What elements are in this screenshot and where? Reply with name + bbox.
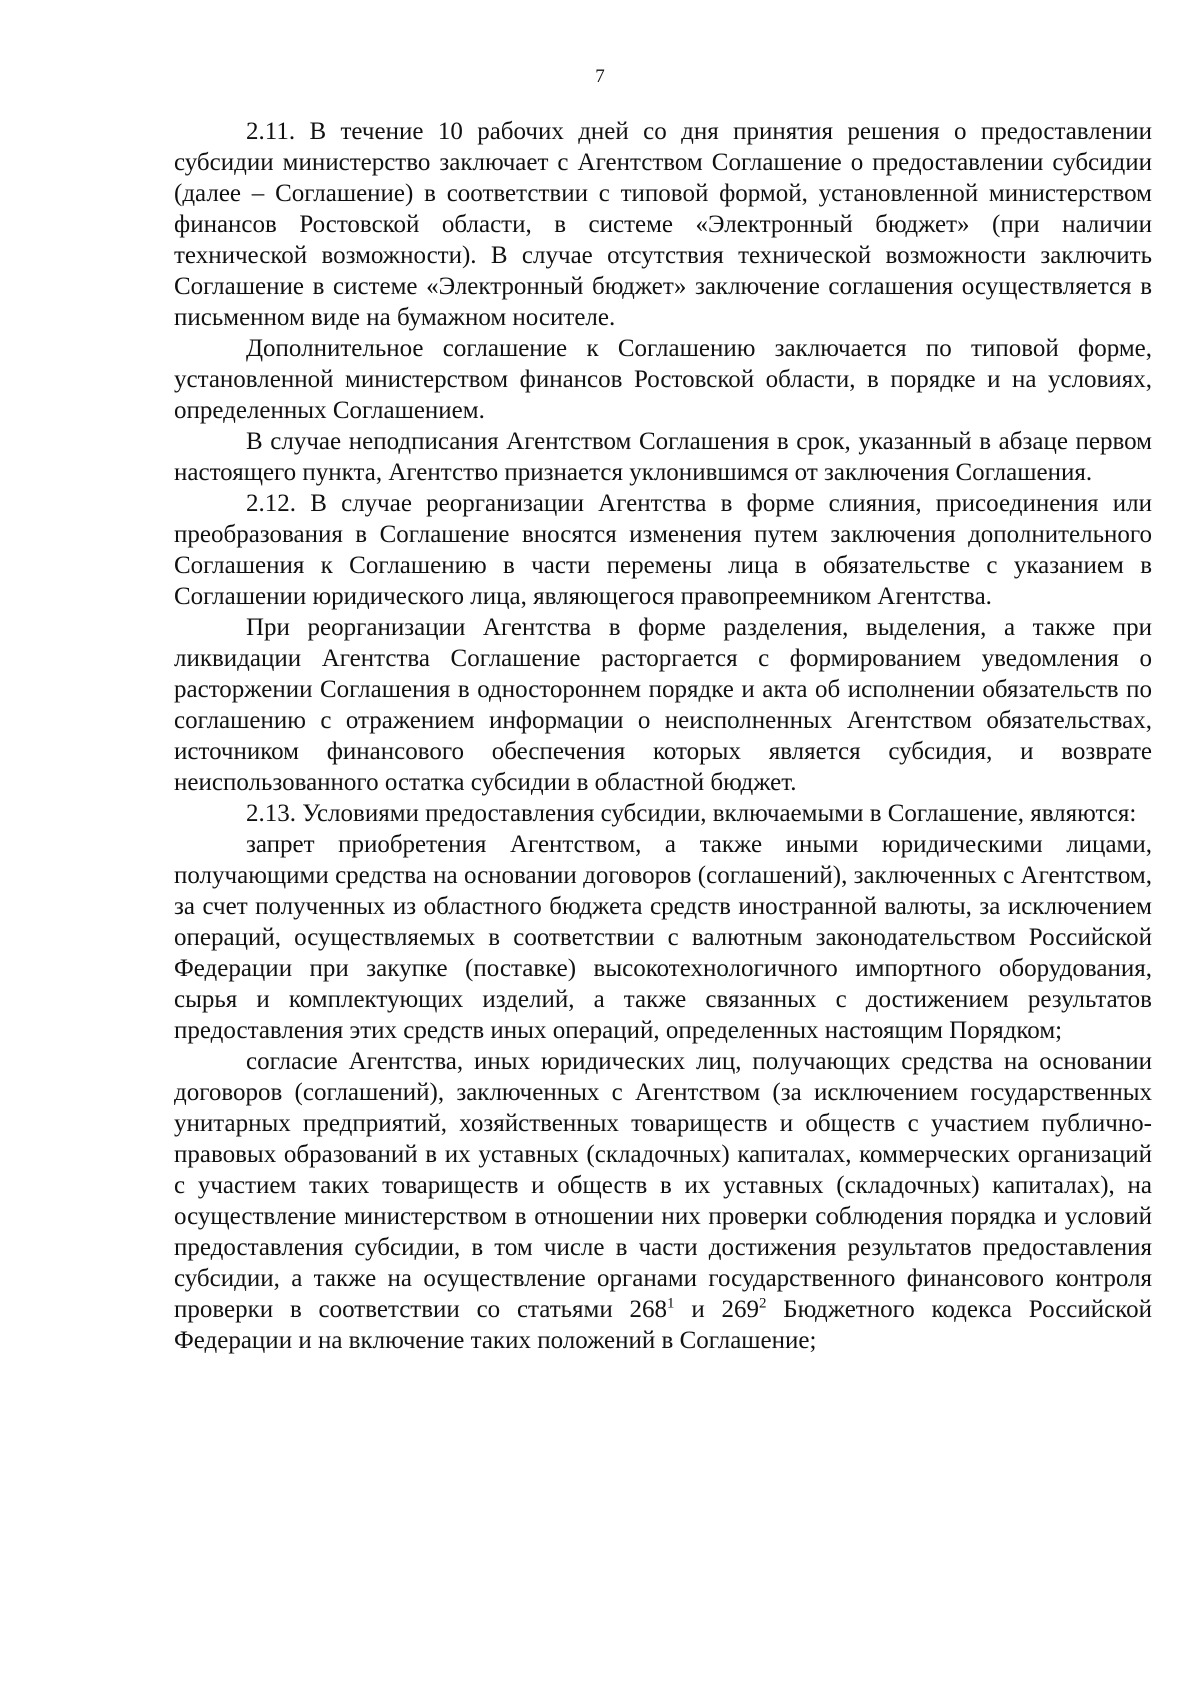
paragraph-reorganization-liquidation: При реорганизации Агентства в форме разделения, выделения, а также при ликвидации Агентства Соглашение расторгается с формированием уведомления о расторжении Соглашения в одностороннем порядке и акта об исполнении обязательств по соглашению с отражением информации о неисполненных Агентством обязательствах, источником финансового обеспечения которых является субсидия, и возврате неиспользованного остатка субсидии в областной бюджет. [174, 614, 1152, 796]
paragraph-currency-prohibition: запрет приобретения Агентством, а также иными юридическими лицами, получающими средства на основании договоров (соглашений), заключенных с Агентством, за счет полученных из областного бюджета средств иностранной валюты, за исключением операций, осуществляемых в соответствии с валютным законодательством Российской Федерации при закупке (поставке) высокотехнологичного импортного оборудования, сырья и комплектующих изделий, а также связанных с достижением результатов предоставления этих средств иных операций, определенных настоящим Порядком; [174, 831, 1152, 1044]
consent-text-part-2: и 269 [674, 1296, 759, 1323]
article-268-superscript: 1 [667, 1295, 675, 1312]
paragraph-2-13: 2.13. Условиями предоставления субсидии, включаемыми в Соглашение, являются: [246, 800, 1137, 827]
document-body [174, 116, 1152, 1356]
consent-text-part-3: Бюджетного кодекса Российской Федерации и на включение таких положений в Соглашение; [174, 1296, 1153, 1354]
article-269-superscript: 2 [759, 1295, 767, 1312]
page-number: 7 [595, 66, 605, 87]
consent-text-part-1: согласие Агентства, иных юридических лиц, получающих средства на основании договоров (соглашений), заключенных с Агентством (за исключением государственных унитарных предприятий, хозяйственных товариществ и обществ с участием публично-правовых образований в их уставных (складочных) капиталах, коммерческих организаций с участием таких товариществ и обществ в их уставных (складочных) капиталах), на осуществление министерством в отношении них проверки соблюдения порядка и условий предоставления субсидии, в том числе в части достижения результатов предоставления субсидии, а также на осуществление органами государственного финансового контроля проверки в соответствии со статьями 268 [174, 1048, 1152, 1323]
paragraph-audit-consent [174, 1046, 1152, 1356]
paragraph-2-11: 2.11. В течение 10 рабочих дней со дня принятия решения о предоставлении субсидии министерство заключает с Агентством Соглашение о предоставлении субсидии (далее – Соглашение) в соответствии с типовой формой, установленной министерством финансов Ростовской области, в системе «Электронный бюджет» (при наличии технической возможности). В случае отсутствия технической возможности заключить Соглашение в системе «Электронный бюджет» заключение соглашения осуществляется в письменном виде на бумажном носителе. [174, 118, 1152, 331]
paragraph-unsigned-agreement: В случае неподписания Агентством Соглашения в срок, указанный в абзаце первом настоящего пункта, Агентство признается уклонившимся от заключения Соглашения. [174, 428, 1152, 486]
paragraph-2-12: 2.12. В случае реорганизации Агентства в форме слияния, присоединения или преобразования в Соглашение вносятся изменения путем заключения дополнительного Соглашения к Соглашению в части перемены лица в обязательстве с указанием в Соглашении юридического лица, являющегося правопреемником Агентства. [174, 490, 1152, 610]
paragraph-additional-agreement: Дополнительное соглашение к Соглашению заключается по типовой форме, установленной министерством финансов Ростовской области, в порядке и на условиях, определенных Соглашением. [174, 335, 1152, 424]
